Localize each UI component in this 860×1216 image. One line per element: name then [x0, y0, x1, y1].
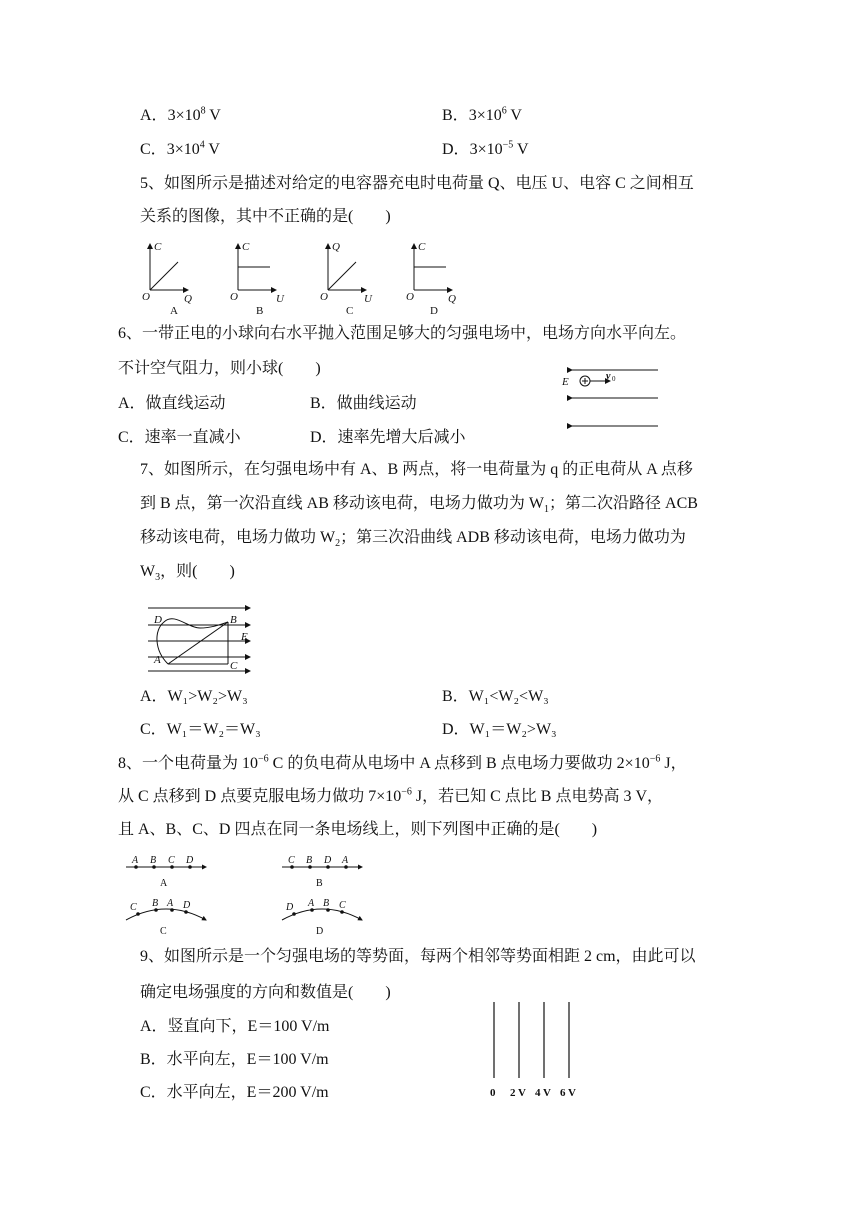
q9-option-b: B．水平向左，E＝100 V/m — [140, 1051, 329, 1068]
q7-stem-line2: 到 B 点，第一次沿直线 AB 移动该电荷，电场力做功为 $W_1$；第二次沿路径 ACB — [140, 495, 698, 516]
q5-graph-d-x: Q — [448, 293, 456, 305]
svg-text:D: D — [183, 900, 191, 911]
q7-stem-line4: $W_3$，则( ) — [140, 563, 235, 584]
q8-stem-line1: 8、一个电荷量为 $10^{-6}$ C 的负电荷从电场中 A 点移到 B 点电场力要做功 $2\times 10^{-6}$ J， — [118, 753, 687, 772]
q5-graph-c-y: Q — [332, 241, 340, 253]
svg-text:C: C — [160, 926, 167, 937]
q5-graph-d-y: C — [418, 241, 426, 253]
svg-text:A: A — [160, 878, 168, 889]
potential-label-6v: 6 V — [560, 1087, 576, 1099]
q5-graph-a-y: C — [154, 241, 162, 253]
svg-text:B: B — [152, 898, 159, 909]
q5-graph-b-o: O — [230, 291, 238, 303]
q7-option-c: C．W₁＝W₂＝W₃ — [140, 721, 261, 738]
svg-text:C: C — [168, 855, 175, 866]
q8-stem-line2: 从 C 点移到 D 点要克服电场力做功 $7\times 10^{-6}$ J，若已知 C 点比 B 点电势高 3 V， — [118, 786, 664, 805]
svg-text:A: A — [308, 898, 315, 909]
q8-figure-b — [282, 855, 362, 889]
q9-option-a: A．竖直向下，E＝100 V/m — [140, 1018, 330, 1035]
svg-text:B: B — [323, 898, 330, 909]
q9-option-c: C．水平向左，E＝200 V/m — [140, 1084, 329, 1101]
q4-option-a: A．$3\times 10^8$ V — [140, 105, 221, 124]
q8-stem-line3: 且 A、B、C、D 四点在同一条电场线上，则下列图中正确的是( ) — [118, 821, 598, 838]
q5-graph-a — [142, 241, 192, 317]
q5-graph-a-label: A — [170, 305, 178, 317]
svg-text:A: A — [132, 855, 139, 866]
q7-point-d: D — [154, 614, 162, 626]
q7-field-figure — [140, 600, 260, 675]
q7-option-b: B．W₁<W₂<W₃ — [442, 688, 549, 705]
q5-graph-b-y: C — [242, 241, 250, 253]
svg-text:B: B — [150, 855, 157, 866]
q7-point-b: B — [230, 614, 237, 626]
svg-text:A: A — [167, 898, 174, 909]
q8-figure-d — [282, 898, 362, 937]
svg-text:B: B — [316, 878, 323, 889]
q5-graph-d-o: O — [406, 291, 414, 303]
q5-graph-c-o: O — [320, 291, 328, 303]
q8-figure-a — [126, 855, 206, 889]
q5-stem-line1: 5、如图所示是描述对给定的电容器充电时电荷量 Q、电压 U、电容 C 之间相互 — [140, 175, 694, 192]
q7-option-a: A．W₁>W₂>W₃ — [140, 688, 248, 705]
q5-graph-a-o: O — [142, 291, 150, 303]
q5-graph-c — [320, 241, 373, 317]
svg-text:D: D — [316, 926, 324, 937]
q5-graph-d-label: D — [430, 305, 438, 317]
svg-text:D: D — [286, 902, 294, 913]
q6-option-a: A．做直线运动 — [118, 395, 226, 412]
q8-figure-c — [126, 898, 206, 937]
q7-point-c: C — [230, 660, 238, 672]
q4-option-c: C．$3\times 10^4$ V — [140, 139, 220, 158]
svg-text:D: D — [186, 855, 194, 866]
q5-graph-b-x: U — [276, 293, 284, 305]
potential-label-0: 0 — [490, 1087, 496, 1099]
q6-stem-line2: 不计空气阻力，则小球( ) — [118, 360, 321, 377]
q6-field-label: E — [562, 376, 569, 388]
q5-graph-d — [406, 241, 456, 317]
q6-option-c: C．速率一直减小 — [118, 429, 241, 446]
q6-option-d: D．速率先增大后减小 — [310, 429, 466, 446]
q9-equipotential-figure — [482, 1000, 592, 1105]
q4-option-b: B．$3\times 10^6$ V — [442, 105, 522, 124]
q7-option-d: D．W₁＝W₂>W₃ — [442, 721, 557, 738]
q5-graph-b — [230, 241, 285, 317]
q7-field-label: E — [241, 631, 248, 643]
svg-text:C: C — [130, 902, 137, 913]
q5-graph-a-x: Q — [184, 293, 192, 305]
q4-option-d: D．$3\times 10^{-5}$ V — [442, 139, 529, 158]
q6-option-b: B．做曲线运动 — [310, 395, 417, 412]
q9-stem-line1: 9、如图所示是一个匀强电场的等势面，每两个相邻等势面相距 2 cm，由此可以 — [140, 948, 696, 965]
potential-label-4v: 4 V — [535, 1087, 551, 1099]
svg-text:D: D — [324, 855, 332, 866]
q7-point-a: A — [154, 654, 161, 666]
q6-stem-line1: 6、一带正电的小球向右水平抛入范围足够大的匀强电场中，电场方向水平向左。 — [118, 325, 687, 342]
svg-text:C: C — [288, 855, 295, 866]
svg-text:B: B — [306, 855, 313, 866]
q6-velocity-sub: 0 — [612, 375, 616, 383]
svg-text:C: C — [339, 900, 346, 911]
potential-label-2v: 2 V — [510, 1087, 526, 1099]
q7-stem-line1: 7、如图所示，在匀强电场中有 A、B 两点，将一电荷量为 q 的正电荷从 A 点移 — [140, 461, 693, 478]
q9-stem-line2: 确定电场强度的方向和数值是( ) — [140, 984, 391, 1001]
q7-stem-line3: 移动该电荷，电场力做功 $W_2$；第三次沿曲线 ADB 移动该电荷，电场力做功为 — [140, 529, 686, 550]
q5-graph-c-label: C — [346, 305, 354, 317]
q8-figures — [120, 850, 370, 940]
svg-text:A: A — [342, 855, 349, 866]
q6-velocity-label: v — [606, 371, 611, 382]
q5-stem-line2: 关系的图像，其中不正确的是( ) — [140, 208, 391, 225]
q6-field-figure — [560, 364, 665, 434]
q5-graph-b-label: B — [256, 305, 264, 317]
q5-graph-c-x: U — [364, 293, 372, 305]
q5-graphs-figure — [140, 238, 470, 318]
